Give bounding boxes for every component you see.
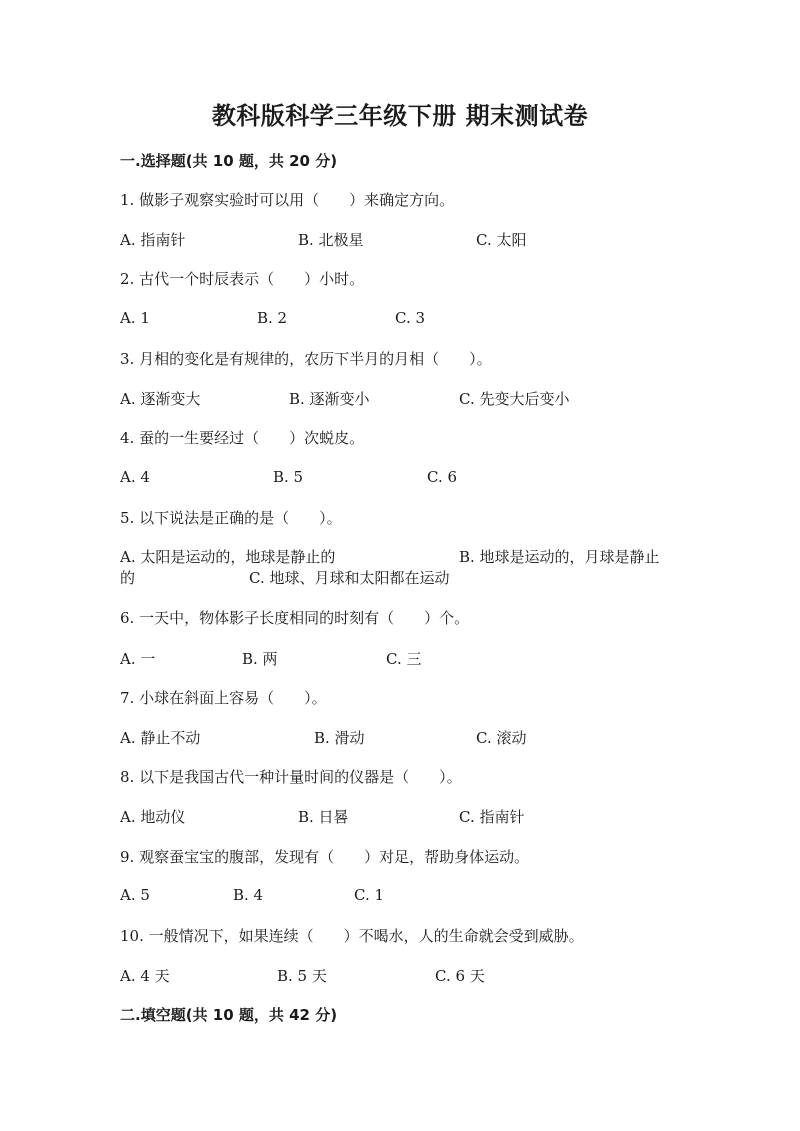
question-10: 10. 一般情况下，如果连续（ ）不喝水，人的生命就会受到威胁。 bbox=[120, 927, 584, 945]
question-1: 1. 做影子观察实验时可以用（ ）来确定方向。 bbox=[120, 191, 455, 209]
option-3c: C. 先变大后变小 bbox=[459, 390, 570, 408]
option-6b: B. 两 bbox=[242, 650, 278, 668]
option-3b: B. 逐渐变小 bbox=[289, 390, 370, 408]
page-title: 教科版科学三年级下册 期末测试卷 bbox=[211, 102, 589, 130]
option-9c: C. 1 bbox=[354, 886, 385, 904]
option-9a: A. 5 bbox=[120, 886, 150, 904]
option-4c: C. 6 bbox=[427, 468, 458, 486]
question-3: 3. 月相的变化是有规律的，农历下半月的月相（ ）。 bbox=[120, 350, 492, 368]
option-5b: B. 地球是运动的，月球是静止 bbox=[459, 548, 660, 566]
question-6: 6. 一天中，物体影子长度相同的时刻有（ ）个。 bbox=[120, 609, 470, 627]
option-5b-wrap: 的 bbox=[120, 569, 136, 587]
question-8: 8. 以下是我国古代一种计量时间的仪器是（ ）。 bbox=[120, 768, 462, 786]
question-9: 9. 观察蚕宝宝的腹部，发现有（ ）对足，帮助身体运动。 bbox=[120, 848, 530, 866]
option-2c: C. 3 bbox=[395, 309, 426, 327]
question-5: 5. 以下说法是正确的是（ ）。 bbox=[120, 509, 342, 527]
option-2b: B. 2 bbox=[257, 309, 288, 327]
option-6a: A. 一 bbox=[120, 650, 156, 668]
option-10b: B. 5 天 bbox=[277, 967, 327, 985]
question-7: 7. 小球在斜面上容易（ ）。 bbox=[120, 689, 327, 707]
option-7a: A. 静止不动 bbox=[120, 729, 201, 747]
option-8c: C. 指南针 bbox=[459, 808, 525, 826]
section-heading-choice: 一.选择题(共 10 题，共 20 分) bbox=[120, 152, 338, 170]
option-10c: C. 6 天 bbox=[435, 967, 485, 985]
option-5a: A. 太阳是运动的，地球是静止的 bbox=[120, 548, 336, 566]
option-1c: C. 太阳 bbox=[476, 231, 527, 249]
option-4a: A. 4 bbox=[120, 468, 150, 486]
option-7c: C. 滚动 bbox=[476, 729, 527, 747]
option-1b: B. 北极星 bbox=[298, 231, 364, 249]
question-4: 4. 蚕的一生要经过（ ）次蜕皮。 bbox=[120, 429, 365, 447]
question-2: 2. 古代一个时辰表示（ ）小时。 bbox=[120, 270, 365, 288]
option-7b: B. 滑动 bbox=[314, 729, 365, 747]
option-3a: A. 逐渐变大 bbox=[120, 390, 201, 408]
option-8b: B. 日晷 bbox=[298, 808, 349, 826]
option-1a: A. 指南针 bbox=[120, 231, 186, 249]
option-2a: A. 1 bbox=[120, 309, 150, 327]
section-heading-fill: 二.填空题(共 10 题，共 42 分) bbox=[120, 1006, 338, 1024]
option-8a: A. 地动仪 bbox=[120, 808, 186, 826]
option-10a: A. 4 天 bbox=[120, 967, 170, 985]
option-9b: B. 4 bbox=[233, 886, 264, 904]
option-5c: C. 地球、月球和太阳都在运动 bbox=[249, 569, 450, 587]
option-4b: B. 5 bbox=[273, 468, 304, 486]
option-6c: C. 三 bbox=[386, 650, 422, 668]
